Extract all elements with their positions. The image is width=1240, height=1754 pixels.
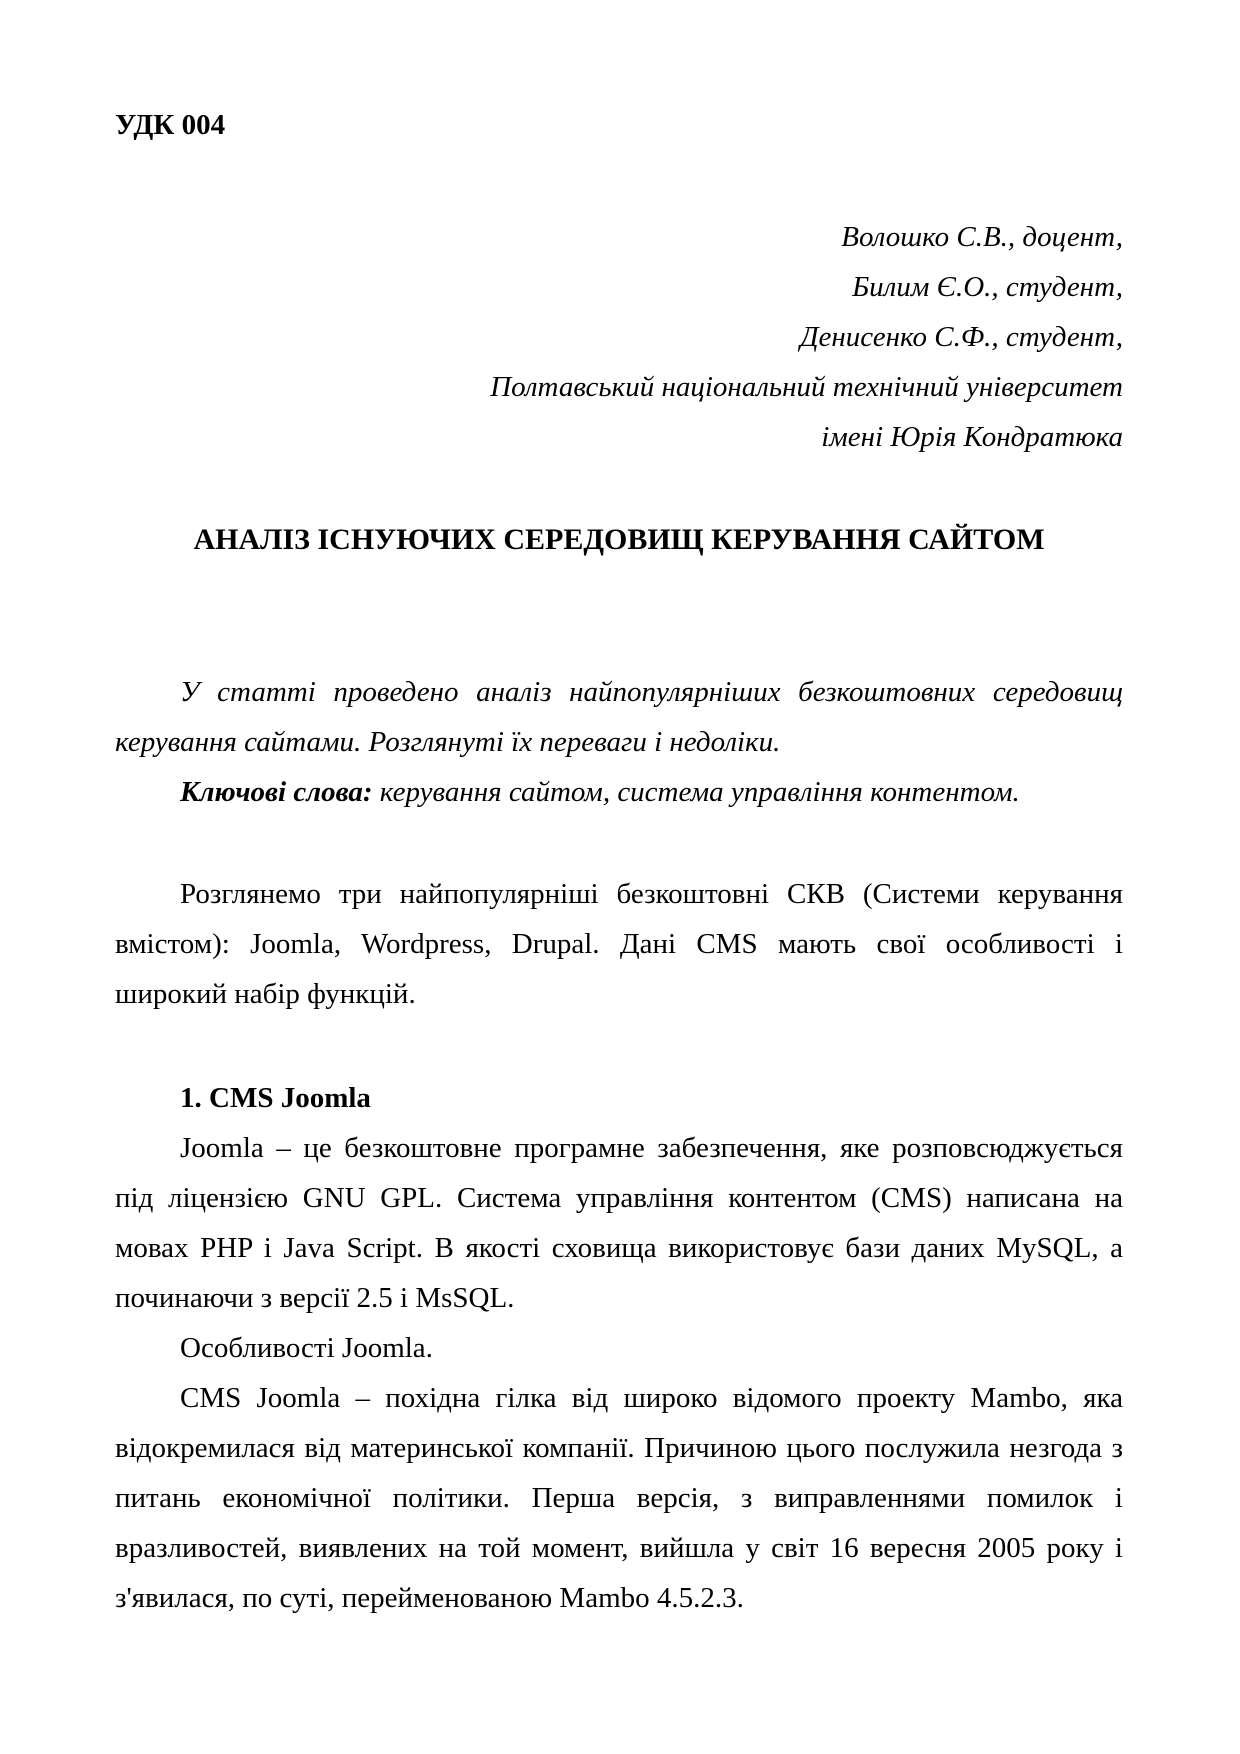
author-line-bylym: Билим Є.О., студент, [852,271,1123,303]
keywords-line [115,767,1123,817]
author-line-voloshko: Волошко С.В., доцент, [841,221,1123,253]
paragraph-joomla-license: Joomla – це безкоштовне програмне забезпечення, яке розповсюджується під ліцензією GNU GPL. Система управління контентом (CMS) написана на мовах PHP і Java Script. В якості сховища використовує бази даних MySQL, а починаючи з версії 2.5 і MsSQL. [115,1132,1123,1314]
udc-code: УДК 004 [115,109,226,141]
author-line-denysenko: Денисенко С.Ф., студент, [800,321,1123,353]
author-block [115,212,1123,462]
keywords-label: Ключові слова: [180,776,373,808]
section-heading-cms-joomla: 1. CMS Joomla [180,1082,371,1114]
paragraph-joomla-history: CMS Joomla – похідна гілка від широко відомого проекту Mambo, яка відокремилася від материнської компанії. Причиною цього послужила незгода з питань економічної політики. Перша версія, з виправленнями помилок і вразливостей, виявлених на той момент, вийшла у світ 16 вересня 2005 року і з'явилася, по суті, перейменованою Mambo 4.5.2.3. [115,1382,1123,1614]
affiliation-line-university: Полтавський національний технічний університет [490,371,1123,403]
intro-paragraph: Розглянемо три найпопулярніші безкоштовні СКВ (Системи керування вмістом): Joomla, Wordpress, Drupal. Дані CMS мають свої особливості і широкий набір функцій. [115,878,1123,1010]
article-title: АНАЛІЗ ІСНУЮЧИХ СЕРЕДОВИЩ КЕРУВАННЯ САЙТОМ [193,523,1045,556]
abstract-text: У статті проведено аналіз найпопулярніших безкоштовних середовищ керування сайтами. Розглянуті їх переваги і недоліки. [115,676,1123,758]
paragraph-joomla-features-label: Особливості Joomla. [180,1332,433,1364]
affiliation-line-named-after: імені Юрія Кондратюка [821,421,1123,453]
keywords-text: керування сайтом, система управління контентом. [379,776,1020,808]
